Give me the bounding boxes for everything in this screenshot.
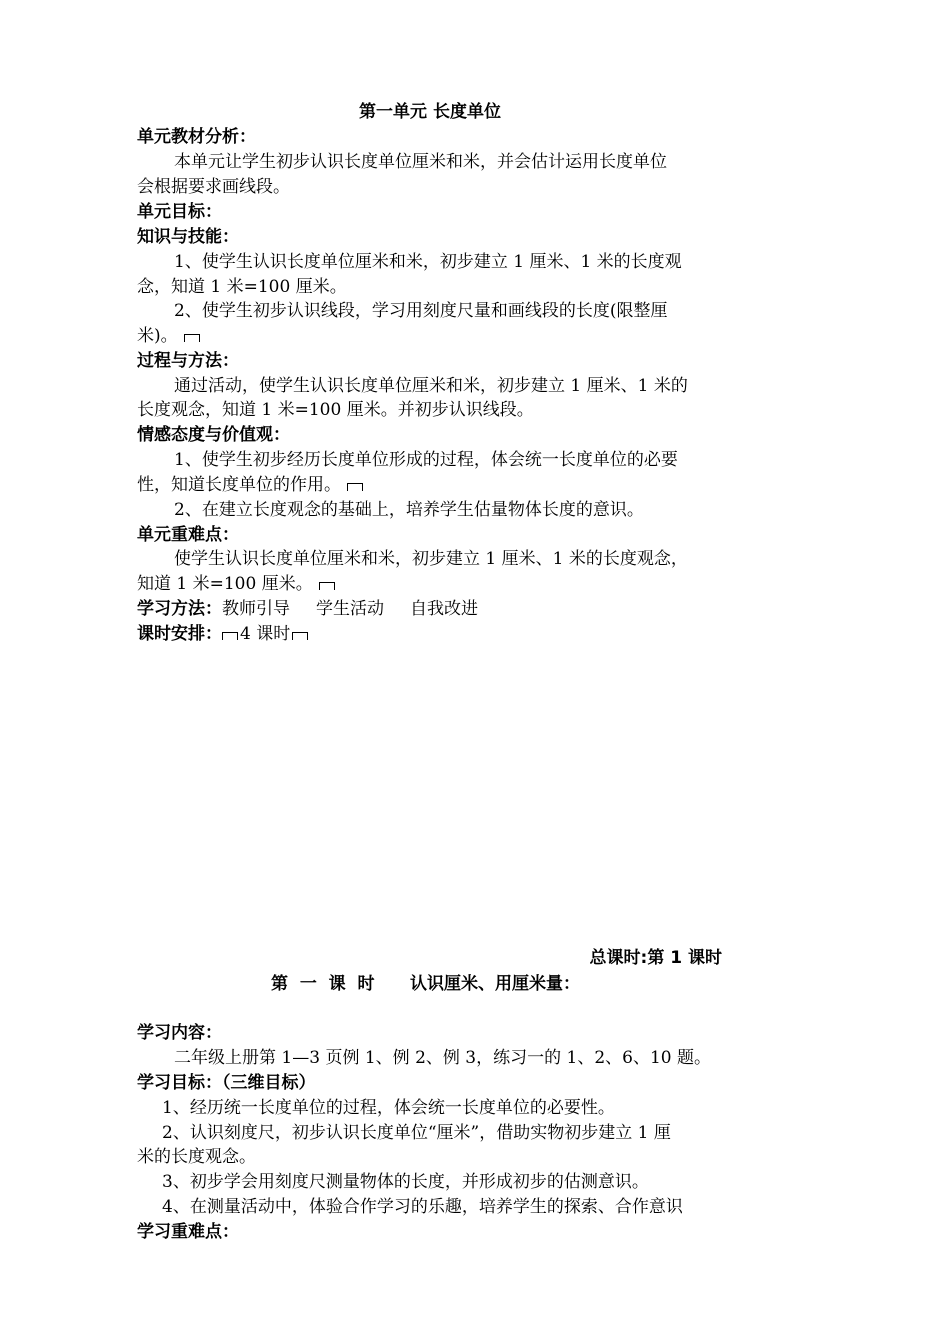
knowledge-line: 念，知道 1 米=100 厘米。 <box>137 277 347 297</box>
method-label: 学习方法： <box>137 599 222 619</box>
keypoints-line: 使学生认识长度单位厘米和米，初步建立 1 厘米、1 米的长度观念， <box>174 549 688 569</box>
paragraph-mark-icon <box>222 632 238 640</box>
keypoints-heading: 单元重难点： <box>137 525 239 545</box>
emotion-heading: 情感态度与价值观： <box>137 425 290 445</box>
analysis-line: 本单元让学生初步认识长度单位厘米和米，并会估计运用长度单位 <box>174 152 667 172</box>
lesson-goal: 4、在测量活动中，体验合作学习的乐趣，培养学生的探索、合作意识 <box>162 1197 683 1217</box>
process-line: 长度观念，知道 1 米=100 厘米。并初步认识线段。 <box>137 400 534 420</box>
knowledge-heading: 知识与技能： <box>137 227 239 247</box>
knowledge-line-last <box>137 324 200 348</box>
method-item: 自我改进 <box>410 599 478 619</box>
emotion-line: 1、使学生初步经历长度单位形成的过程，体会统一长度单位的必要 <box>174 450 678 470</box>
keypoints-line-text: 知道 1 米=100 厘米。 <box>137 574 313 594</box>
schedule-row <box>137 622 308 646</box>
paragraph-mark-icon <box>292 632 308 640</box>
method-item: 学生活动 <box>316 599 384 619</box>
knowledge-line: 1、使学生认识长度单位厘米和米，初步建立 1 厘米、1 米的长度观 <box>174 252 682 272</box>
keypoints-line-2 <box>137 572 335 596</box>
paragraph-mark-icon <box>319 582 335 590</box>
method-item: 教师引导 <box>222 599 290 619</box>
analysis-heading: 单元教材分析： <box>137 127 256 147</box>
content-line: 二年级上册第 1—3 页例 1、例 2、例 3，练习一的 1、2、6、10 题。 <box>174 1048 711 1068</box>
content-heading: 学习内容： <box>137 1023 222 1043</box>
lesson-goals-heading: 学习目标：（三维目标） <box>137 1073 316 1093</box>
knowledge-line: 2、使学生初步认识线段，学习用刻度尺量和画线段的长度(限整厘 <box>174 301 668 321</box>
lesson-goal: 1、经历统一长度单位的过程，体会统一长度单位的必要性。 <box>162 1098 615 1118</box>
schedule-value: 4 课时 <box>240 624 291 644</box>
method-row <box>137 597 478 621</box>
analysis-line: 会根据要求画线段。 <box>137 177 290 197</box>
total-lessons: 总课时:第 1 课时 <box>589 948 722 968</box>
process-heading: 过程与方法： <box>137 351 239 371</box>
paragraph-mark-icon <box>184 334 200 342</box>
paragraph-mark-icon <box>347 483 363 491</box>
lesson-goal: 米的长度观念。 <box>137 1147 256 1167</box>
lesson-goal: 3、初步学会用刻度尺测量物体的长度，并形成初步的估测意识。 <box>162 1172 649 1192</box>
goals-heading: 单元目标： <box>137 202 222 222</box>
difficulty-heading: 学习重难点： <box>137 1222 239 1242</box>
emotion-line-text: 性，知道长度单位的作用。 <box>137 475 341 495</box>
lesson-title: 第 一 课 时 认识厘米、用厘米量： <box>271 974 581 994</box>
emotion-line: 2、在建立长度观念的基础上，培养学生估量物体长度的意识。 <box>174 500 644 520</box>
lesson-goal: 2、认识刻度尺，初步认识长度单位“厘米”，借助实物初步建立 1 厘 <box>162 1123 671 1143</box>
unit-title: 第一单元 长度单位 <box>359 102 501 122</box>
schedule-label: 课时安排： <box>137 624 222 644</box>
process-line: 通过活动，使学生认识长度单位厘米和米，初步建立 1 厘米、1 米的 <box>174 376 688 396</box>
knowledge-line-text: 米)。 <box>137 326 178 346</box>
emotion-line-2 <box>137 473 363 497</box>
